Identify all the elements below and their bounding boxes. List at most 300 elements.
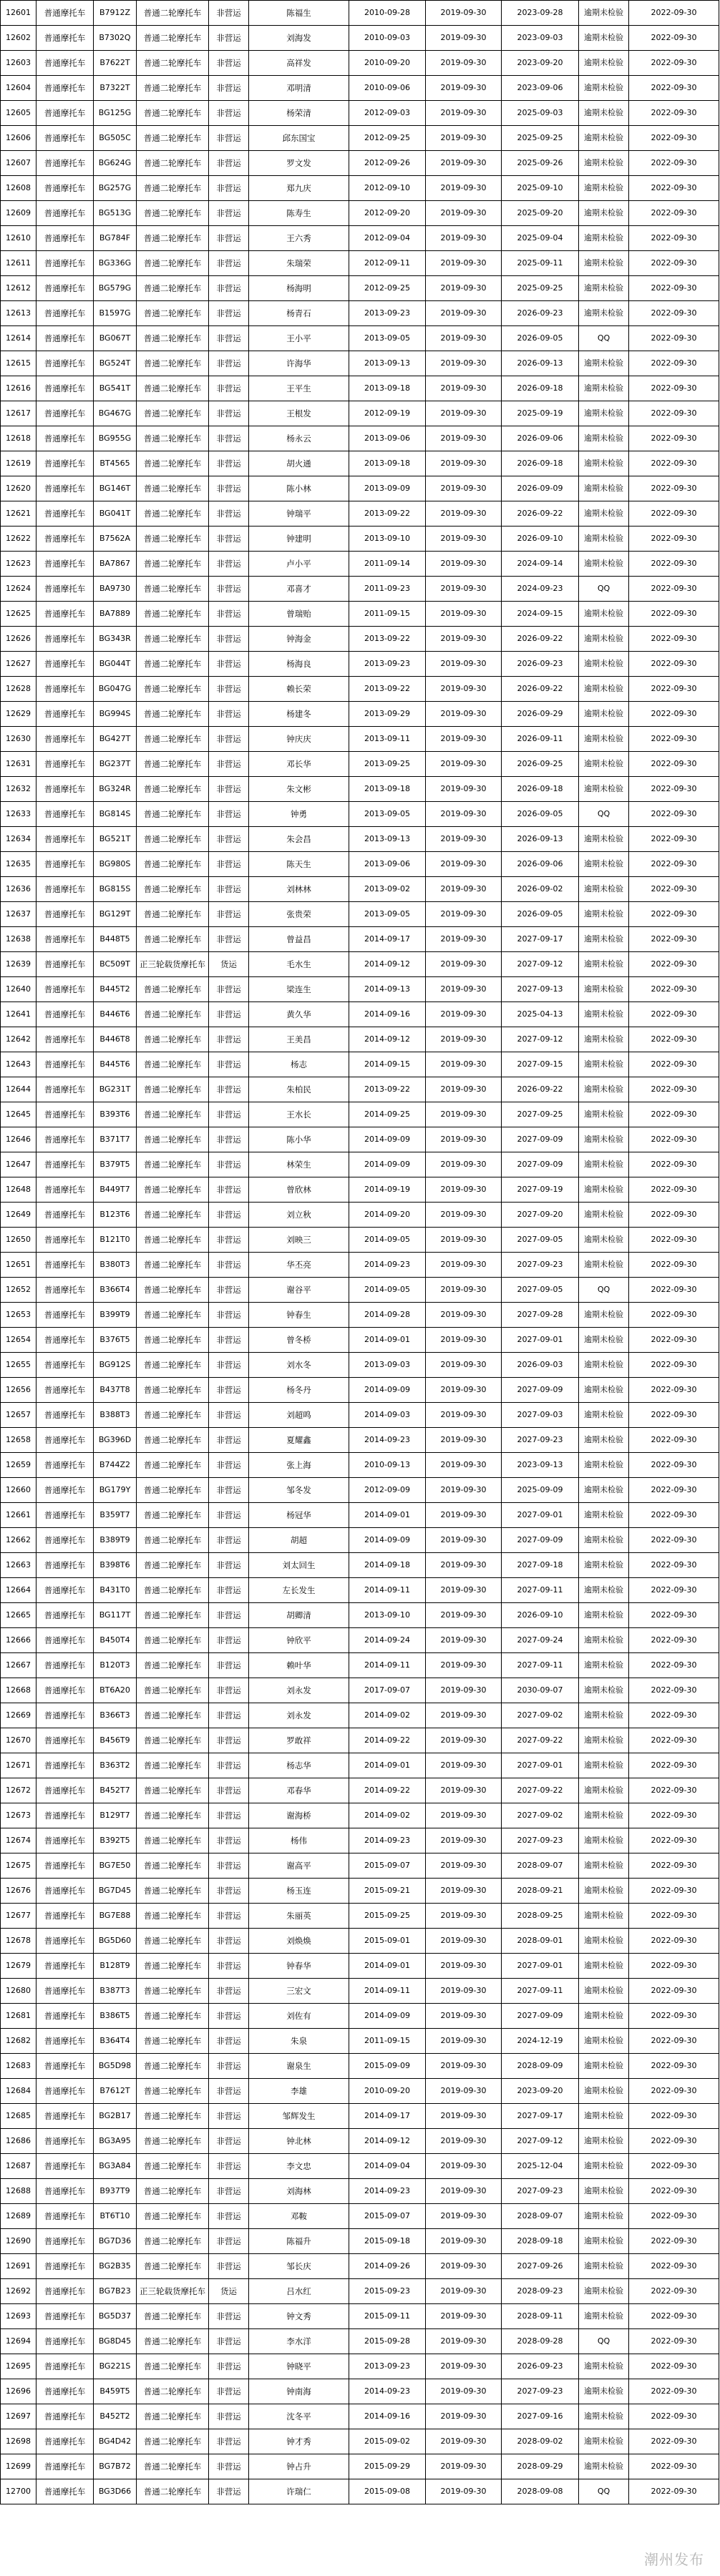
table-row [1, 1077, 719, 1102]
status-cell: QQ [579, 2479, 629, 2504]
row-number-cell: 12670 [1, 1728, 37, 1753]
vehicle-category-cell: 普通二轮摩托车 [137, 201, 209, 226]
last-inspection-date-cell: 2019-09-30 [426, 1703, 502, 1728]
status-cell: 逾期未检验 [579, 2204, 629, 2229]
registration-date-cell: 2013-09-05 [349, 902, 426, 927]
last-inspection-date-cell: 2019-09-30 [426, 1553, 502, 1578]
vehicle-type-cell: 普通摩托车 [37, 126, 94, 151]
status-cell: QQ [579, 1278, 629, 1303]
status-cell: 逾期未检验 [579, 1803, 629, 1828]
registration-date-cell: 2013-09-11 [349, 727, 426, 752]
vehicle-category-cell: 普通二轮摩托车 [137, 2004, 209, 2029]
usage-nature-cell: 非营运 [209, 2129, 249, 2154]
usage-nature-cell: 非营运 [209, 1703, 249, 1728]
last-inspection-date-cell: 2019-09-30 [426, 2404, 502, 2429]
retirement-date-cell: 2024-09-23 [502, 577, 579, 602]
plate-number-cell: B7562A [94, 527, 137, 552]
registration-date-cell: 2010-09-06 [349, 76, 426, 101]
row-number-cell: 12696 [1, 2379, 37, 2404]
retirement-date-cell: 2026-09-05 [502, 902, 579, 927]
last-inspection-date-cell: 2019-09-30 [426, 2054, 502, 2079]
retirement-date-cell: 2028-09-02 [502, 2429, 579, 2454]
status-cell: 逾期未检验 [579, 2454, 629, 2479]
usage-nature-cell: 非营运 [209, 627, 249, 652]
deadline-date-cell: 2022-09-30 [629, 677, 719, 702]
retirement-date-cell: 2027-09-11 [502, 1653, 579, 1678]
table-row [1, 2304, 719, 2329]
last-inspection-date-cell: 2019-09-30 [426, 1077, 502, 1102]
owner-name-cell: 邹冬发 [249, 1478, 349, 1503]
deadline-date-cell: 2022-09-30 [629, 1278, 719, 1303]
row-number-cell: 12653 [1, 1303, 37, 1328]
deadline-date-cell: 2022-09-30 [629, 2104, 719, 2129]
vehicle-type-cell: 普通摩托车 [37, 902, 94, 927]
plate-number-cell: BG129T [94, 902, 137, 927]
vehicle-type-cell: 普通摩托车 [37, 727, 94, 752]
last-inspection-date-cell: 2019-09-30 [426, 1753, 502, 1778]
vehicle-type-cell: 普通摩托车 [37, 977, 94, 1002]
plate-number-cell: B366T3 [94, 1703, 137, 1728]
vehicle-type-cell: 普通摩托车 [37, 1002, 94, 1027]
vehicle-type-cell: 普通摩托车 [37, 2204, 94, 2229]
last-inspection-date-cell: 2019-09-30 [426, 2379, 502, 2404]
row-number-cell: 12691 [1, 2254, 37, 2279]
vehicle-category-cell: 普通二轮摩托车 [137, 376, 209, 401]
last-inspection-date-cell: 2019-09-30 [426, 2254, 502, 2279]
table-row [1, 1879, 719, 1904]
retirement-date-cell: 2027-09-17 [502, 927, 579, 952]
last-inspection-date-cell: 2019-09-30 [426, 1478, 502, 1503]
table-row [1, 552, 719, 577]
usage-nature-cell: 非营运 [209, 1653, 249, 1678]
deadline-date-cell: 2022-09-30 [629, 2004, 719, 2029]
vehicle-category-cell: 普通二轮摩托车 [137, 1728, 209, 1753]
deadline-date-cell: 2022-09-30 [629, 827, 719, 852]
retirement-date-cell: 2028-09-25 [502, 1904, 579, 1929]
table-row [1, 1578, 719, 1603]
status-cell: 逾期未检验 [579, 1303, 629, 1328]
vehicle-type-cell: 普通摩托车 [37, 2079, 94, 2104]
registration-date-cell: 2014-09-05 [349, 1228, 426, 1253]
usage-nature-cell: 非营运 [209, 326, 249, 351]
owner-name-cell: 陈小林 [249, 476, 349, 501]
deadline-date-cell: 2022-09-30 [629, 401, 719, 426]
row-number-cell: 12632 [1, 777, 37, 802]
plate-number-cell: BG257G [94, 176, 137, 201]
table-row [1, 2429, 719, 2454]
deadline-date-cell: 2022-09-30 [629, 1979, 719, 2004]
registration-date-cell: 2014-09-09 [349, 1127, 426, 1152]
vehicle-category-cell: 普通二轮摩托车 [137, 1303, 209, 1328]
registration-date-cell: 2014-09-16 [349, 2404, 426, 2429]
deadline-date-cell: 2022-09-30 [629, 1703, 719, 1728]
status-cell: 逾期未检验 [579, 2129, 629, 2154]
vehicle-type-cell: 普通摩托车 [37, 1, 94, 26]
last-inspection-date-cell: 2019-09-30 [426, 1127, 502, 1152]
owner-name-cell: 刘立秋 [249, 1203, 349, 1228]
row-number-cell: 12608 [1, 176, 37, 201]
row-number-cell: 12621 [1, 501, 37, 527]
owner-name-cell: 钟文秀 [249, 2304, 349, 2329]
status-cell: 逾期未检验 [579, 952, 629, 977]
vehicle-category-cell: 普通二轮摩托车 [137, 752, 209, 777]
vehicle-type-cell: 普通摩托车 [37, 1378, 94, 1403]
table-row [1, 201, 719, 226]
row-number-cell: 12613 [1, 301, 37, 326]
vehicle-category-cell: 普通二轮摩托车 [137, 1002, 209, 1027]
retirement-date-cell: 2028-09-09 [502, 2054, 579, 2079]
status-cell: 逾期未检验 [579, 126, 629, 151]
status-cell: 逾期未检验 [579, 426, 629, 451]
vehicle-category-cell: 普通二轮摩托车 [137, 1203, 209, 1228]
usage-nature-cell: 非营运 [209, 1528, 249, 1553]
vehicle-type-cell: 普通摩托车 [37, 1578, 94, 1603]
last-inspection-date-cell: 2019-09-30 [426, 176, 502, 201]
registration-date-cell: 2011-09-14 [349, 552, 426, 577]
vehicle-type-cell: 普通摩托车 [37, 1778, 94, 1803]
vehicle-category-cell: 普通二轮摩托车 [137, 1778, 209, 1803]
retirement-date-cell: 2026-09-05 [502, 326, 579, 351]
deadline-date-cell: 2022-09-30 [629, 1353, 719, 1378]
plate-number-cell: B379T5 [94, 1152, 137, 1177]
deadline-date-cell: 2022-09-30 [629, 1, 719, 26]
row-number-cell: 12630 [1, 727, 37, 752]
retirement-date-cell: 2027-09-23 [502, 1428, 579, 1453]
row-number-cell: 12652 [1, 1278, 37, 1303]
usage-nature-cell: 非营运 [209, 226, 249, 251]
vehicle-category-cell: 普通二轮摩托车 [137, 677, 209, 702]
vehicle-type-cell: 普通摩托车 [37, 2479, 94, 2504]
plate-number-cell: B393T6 [94, 1102, 137, 1127]
last-inspection-date-cell: 2019-09-30 [426, 351, 502, 376]
owner-name-cell: 赖叶华 [249, 1653, 349, 1678]
deadline-date-cell: 2022-09-30 [629, 1203, 719, 1228]
usage-nature-cell: 非营运 [209, 401, 249, 426]
status-cell: 逾期未检验 [579, 451, 629, 476]
status-cell: 逾期未检验 [579, 2154, 629, 2179]
status-cell: 逾期未检验 [579, 2279, 629, 2304]
table-row [1, 101, 719, 126]
status-cell: 逾期未检验 [579, 501, 629, 527]
owner-name-cell: 邱东国宝 [249, 126, 349, 151]
usage-nature-cell: 非营运 [209, 2454, 249, 2479]
vehicle-type-cell: 普通摩托车 [37, 1879, 94, 1904]
last-inspection-date-cell: 2019-09-30 [426, 1228, 502, 1253]
plate-number-cell: BA7889 [94, 602, 137, 627]
vehicle-type-cell: 普通摩托车 [37, 1753, 94, 1778]
owner-name-cell: 赖长荣 [249, 677, 349, 702]
plate-number-cell: B445T6 [94, 1052, 137, 1077]
vehicle-type-cell: 普通摩托车 [37, 2179, 94, 2204]
vehicle-category-cell: 普通二轮摩托车 [137, 1853, 209, 1879]
status-cell: 逾期未检验 [579, 1828, 629, 1853]
usage-nature-cell: 非营运 [209, 727, 249, 752]
table-row [1, 802, 719, 827]
registration-date-cell: 2015-09-02 [349, 2429, 426, 2454]
vehicle-category-cell: 普通二轮摩托车 [137, 1828, 209, 1853]
owner-name-cell: 毛水生 [249, 952, 349, 977]
row-number-cell: 12649 [1, 1203, 37, 1228]
retirement-date-cell: 2027-09-05 [502, 1278, 579, 1303]
plate-number-cell: BC509T [94, 952, 137, 977]
last-inspection-date-cell: 2019-09-30 [426, 226, 502, 251]
deadline-date-cell: 2022-09-30 [629, 1879, 719, 1904]
deadline-date-cell: 2022-09-30 [629, 2479, 719, 2504]
row-number-cell: 12626 [1, 627, 37, 652]
owner-name-cell: 邹长庆 [249, 2254, 349, 2279]
deadline-date-cell: 2022-09-30 [629, 476, 719, 501]
owner-name-cell: 刘超鸣 [249, 1403, 349, 1428]
deadline-date-cell: 2022-09-30 [629, 627, 719, 652]
owner-name-cell: 李水洋 [249, 2329, 349, 2354]
retirement-date-cell: 2028-09-18 [502, 2229, 579, 2254]
usage-nature-cell: 非营运 [209, 2304, 249, 2329]
registration-date-cell: 2014-09-17 [349, 2104, 426, 2129]
owner-name-cell: 邓春华 [249, 1778, 349, 1803]
deadline-date-cell: 2022-09-30 [629, 2429, 719, 2454]
retirement-date-cell: 2023-09-28 [502, 1, 579, 26]
retirement-date-cell: 2026-09-18 [502, 451, 579, 476]
last-inspection-date-cell: 2019-09-30 [426, 101, 502, 126]
vehicle-type-cell: 普通摩托车 [37, 2429, 94, 2454]
row-number-cell: 12665 [1, 1603, 37, 1628]
retirement-date-cell: 2027-09-20 [502, 1203, 579, 1228]
last-inspection-date-cell: 2019-09-30 [426, 376, 502, 401]
last-inspection-date-cell: 2019-09-30 [426, 51, 502, 76]
vehicle-category-cell: 普通二轮摩托车 [137, 2179, 209, 2204]
owner-name-cell: 邓喜才 [249, 577, 349, 602]
vehicle-category-cell: 普通二轮摩托车 [137, 902, 209, 927]
owner-name-cell: 钟春生 [249, 1303, 349, 1328]
deadline-date-cell: 2022-09-30 [629, 451, 719, 476]
deadline-date-cell: 2022-09-30 [629, 802, 719, 827]
table-row [1, 1703, 719, 1728]
last-inspection-date-cell: 2019-09-30 [426, 26, 502, 51]
usage-nature-cell: 非营运 [209, 1002, 249, 1027]
last-inspection-date-cell: 2019-09-30 [426, 401, 502, 426]
vehicle-category-cell: 普通二轮摩托车 [137, 2404, 209, 2429]
usage-nature-cell: 非营运 [209, 927, 249, 952]
last-inspection-date-cell: 2019-09-30 [426, 76, 502, 101]
row-number-cell: 12697 [1, 2404, 37, 2429]
retirement-date-cell: 2028-09-08 [502, 2479, 579, 2504]
vehicle-category-cell: 普通二轮摩托车 [137, 1, 209, 26]
retirement-date-cell: 2025-09-09 [502, 1478, 579, 1503]
vehicle-type-cell: 普通摩托车 [37, 827, 94, 852]
retirement-date-cell: 2025-09-20 [502, 201, 579, 226]
vehicle-type-cell: 普通摩托车 [37, 2104, 94, 2129]
status-cell: 逾期未检验 [579, 2179, 629, 2204]
plate-number-cell: B366T4 [94, 1278, 137, 1303]
plate-number-cell: BA9730 [94, 577, 137, 602]
registration-date-cell: 2015-09-21 [349, 1879, 426, 1904]
retirement-date-cell: 2025-09-04 [502, 226, 579, 251]
vehicle-category-cell: 普通二轮摩托车 [137, 476, 209, 501]
table-row [1, 1, 719, 26]
retirement-date-cell: 2027-09-19 [502, 1177, 579, 1203]
owner-name-cell: 三宏文 [249, 1979, 349, 2004]
vehicle-type-cell: 普通摩托车 [37, 1453, 94, 1478]
status-cell: 逾期未检验 [579, 2254, 629, 2279]
registration-date-cell: 2015-09-07 [349, 1853, 426, 1879]
last-inspection-date-cell: 2019-09-30 [426, 552, 502, 577]
retirement-date-cell: 2024-12-19 [502, 2029, 579, 2054]
plate-number-cell: B380T3 [94, 1253, 137, 1278]
deadline-date-cell: 2022-09-30 [629, 1403, 719, 1428]
plate-number-cell: B744Z2 [94, 1453, 137, 1478]
table-row [1, 226, 719, 251]
vehicle-category-cell: 普通二轮摩托车 [137, 527, 209, 552]
table-row [1, 376, 719, 401]
retirement-date-cell: 2026-09-06 [502, 426, 579, 451]
vehicle-category-cell: 普通二轮摩托车 [137, 1228, 209, 1253]
row-number-cell: 12683 [1, 2054, 37, 2079]
row-number-cell: 12657 [1, 1403, 37, 1428]
deadline-date-cell: 2022-09-30 [629, 527, 719, 552]
owner-name-cell: 钟欣平 [249, 1628, 349, 1653]
vehicle-type-cell: 普通摩托车 [37, 1904, 94, 1929]
registration-date-cell: 2014-09-12 [349, 2129, 426, 2154]
vehicle-type-cell: 普通摩托车 [37, 476, 94, 501]
table-row [1, 1528, 719, 1553]
usage-nature-cell: 非营运 [209, 2179, 249, 2204]
last-inspection-date-cell: 2019-09-30 [426, 527, 502, 552]
plate-number-cell: B128T9 [94, 1954, 137, 1979]
row-number-cell: 12637 [1, 902, 37, 927]
status-cell: 逾期未检验 [579, 927, 629, 952]
last-inspection-date-cell: 2019-09-30 [426, 1678, 502, 1703]
status-cell: 逾期未检验 [579, 1728, 629, 1753]
table-row [1, 2229, 719, 2254]
vehicle-category-cell: 普通二轮摩托车 [137, 2354, 209, 2379]
vehicle-category-cell: 普通二轮摩托车 [137, 1628, 209, 1653]
deadline-date-cell: 2022-09-30 [629, 2054, 719, 2079]
vehicle-type-cell: 普通摩托车 [37, 552, 94, 577]
vehicle-category-cell: 普通二轮摩托车 [137, 226, 209, 251]
status-cell: 逾期未检验 [579, 51, 629, 76]
usage-nature-cell: 非营运 [209, 451, 249, 476]
retirement-date-cell: 2027-09-26 [502, 2254, 579, 2279]
registration-date-cell: 2014-09-02 [349, 1803, 426, 1828]
deadline-date-cell: 2022-09-30 [629, 1778, 719, 1803]
vehicle-type-cell: 普通摩托车 [37, 1152, 94, 1177]
usage-nature-cell: 非营运 [209, 1378, 249, 1403]
status-cell: 逾期未检验 [579, 301, 629, 326]
plate-number-cell: BG3A95 [94, 2129, 137, 2154]
usage-nature-cell: 非营运 [209, 2004, 249, 2029]
vehicle-type-cell: 普通摩托车 [37, 627, 94, 652]
status-cell: 逾期未检验 [579, 1328, 629, 1353]
owner-name-cell: 华丕亮 [249, 1253, 349, 1278]
retirement-date-cell: 2027-09-23 [502, 2379, 579, 2404]
registration-date-cell: 2014-09-12 [349, 952, 426, 977]
registration-date-cell: 2013-09-05 [349, 326, 426, 351]
row-number-cell: 12640 [1, 977, 37, 1002]
registration-date-cell: 2012-09-20 [349, 201, 426, 226]
owner-name-cell: 罗敢祥 [249, 1728, 349, 1753]
deadline-date-cell: 2022-09-30 [629, 877, 719, 902]
last-inspection-date-cell: 2019-09-30 [426, 577, 502, 602]
last-inspection-date-cell: 2019-09-30 [426, 1052, 502, 1077]
usage-nature-cell: 非营运 [209, 26, 249, 51]
table-row [1, 1353, 719, 1378]
status-cell: QQ [579, 2329, 629, 2354]
plate-number-cell: B452T7 [94, 1778, 137, 1803]
owner-name-cell: 杨志 [249, 1052, 349, 1077]
vehicle-category-cell: 普通二轮摩托车 [137, 2229, 209, 2254]
vehicle-category-cell: 普通二轮摩托车 [137, 802, 209, 827]
registration-date-cell: 2013-09-23 [349, 652, 426, 677]
retirement-date-cell: 2026-09-18 [502, 777, 579, 802]
usage-nature-cell: 非营运 [209, 2379, 249, 2404]
registration-date-cell: 2015-09-23 [349, 2279, 426, 2304]
plate-number-cell: B1597G [94, 301, 137, 326]
owner-name-cell: 许海华 [249, 351, 349, 376]
last-inspection-date-cell: 2019-09-30 [426, 727, 502, 752]
registration-date-cell: 2015-09-08 [349, 2479, 426, 2504]
vehicle-category-cell: 普通二轮摩托车 [137, 1929, 209, 1954]
deadline-date-cell: 2022-09-30 [629, 1177, 719, 1203]
status-cell: 逾期未检验 [579, 1, 629, 26]
owner-name-cell: 杨青石 [249, 301, 349, 326]
vehicle-category-cell: 普通二轮摩托车 [137, 301, 209, 326]
status-cell: 逾期未检验 [579, 1478, 629, 1503]
table-row [1, 2379, 719, 2404]
usage-nature-cell: 非营运 [209, 1278, 249, 1303]
owner-name-cell: 曾益昌 [249, 927, 349, 952]
table-row [1, 326, 719, 351]
owner-name-cell: 曾冬桥 [249, 1328, 349, 1353]
registration-date-cell: 2015-09-18 [349, 2229, 426, 2254]
deadline-date-cell: 2022-09-30 [629, 151, 719, 176]
row-number-cell: 12685 [1, 2104, 37, 2129]
row-number-cell: 12642 [1, 1027, 37, 1052]
retirement-date-cell: 2027-09-18 [502, 1553, 579, 1578]
table-row [1, 1453, 719, 1478]
owner-name-cell: 邓长华 [249, 752, 349, 777]
row-number-cell: 12628 [1, 677, 37, 702]
owner-name-cell: 胡卿清 [249, 1603, 349, 1628]
vehicle-type-cell: 普通摩托车 [37, 51, 94, 76]
owner-name-cell: 曾欣林 [249, 1177, 349, 1203]
deadline-date-cell: 2022-09-30 [629, 2154, 719, 2179]
status-cell: 逾期未检验 [579, 1428, 629, 1453]
row-number-cell: 12612 [1, 276, 37, 301]
row-number-cell: 12687 [1, 2154, 37, 2179]
owner-name-cell: 刘太回生 [249, 1553, 349, 1578]
table-row [1, 1328, 719, 1353]
vehicle-category-cell: 普通二轮摩托车 [137, 1478, 209, 1503]
plate-number-cell: BG815S [94, 877, 137, 902]
usage-nature-cell: 非营运 [209, 1853, 249, 1879]
usage-nature-cell: 非营运 [209, 2479, 249, 2504]
retirement-date-cell: 2028-09-28 [502, 2329, 579, 2354]
usage-nature-cell: 非营运 [209, 1353, 249, 1378]
usage-nature-cell: 非营运 [209, 1778, 249, 1803]
status-cell: 逾期未检验 [579, 1503, 629, 1528]
last-inspection-date-cell: 2019-09-30 [426, 151, 502, 176]
row-number-cell: 12650 [1, 1228, 37, 1253]
owner-name-cell: 李雄 [249, 2079, 349, 2104]
deadline-date-cell: 2022-09-30 [629, 2204, 719, 2229]
table-row [1, 2129, 719, 2154]
plate-number-cell: B371T7 [94, 1127, 137, 1152]
row-number-cell: 12639 [1, 952, 37, 977]
vehicle-type-cell: 普通摩托车 [37, 2379, 94, 2404]
vehicle-type-cell: 普通摩托车 [37, 451, 94, 476]
table-row [1, 2354, 719, 2379]
owner-name-cell: 钟南海 [249, 2379, 349, 2404]
